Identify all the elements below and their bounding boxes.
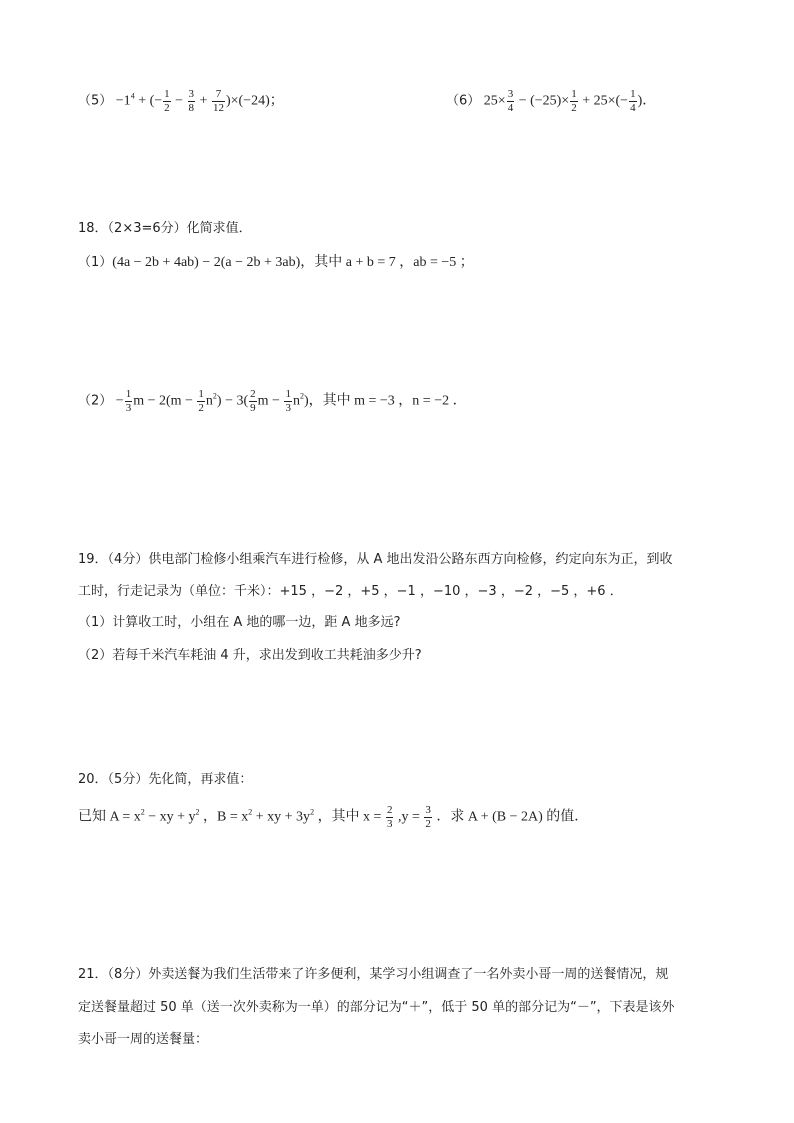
problem-17-5 — [78, 88, 284, 115]
fraction: $\frac{3}{8}$ — [188, 88, 195, 114]
fraction: $\frac{1}{3}$ — [125, 388, 132, 414]
expr-part: )×(−24)； — [225, 93, 284, 109]
fraction: $\frac{1}{4}$ — [630, 88, 636, 114]
expr-part: ,y = — [394, 809, 424, 825]
fraction: $\frac{3}{2}$ — [425, 804, 431, 830]
expr-part: ) − 3( — [216, 393, 249, 409]
fraction: $\frac{2}{3}$ — [386, 804, 393, 830]
expr-part: −1 — [115, 93, 131, 109]
problem-20-title: 20．（5分）先化简，再求值： — [78, 772, 253, 787]
fraction: $\frac{1}{2}$ — [198, 388, 204, 414]
expr-part: 25× — [483, 93, 506, 109]
exponent: 2 — [195, 807, 200, 817]
problem-19-line2: 工时，行走记录为（单位：千米）：+15 ，−2 ，+5 ，−1 ，−10 ，−3 ，−2 ，−5 ，+6 ． — [78, 584, 623, 599]
problem-21-line1: 21．（8分）外卖送餐为我们生活带来了许多便利，某学习小组调查了一名外卖小哥一周的送餐情况，规 — [78, 967, 669, 982]
expr-part: )． — [637, 93, 657, 109]
item-label: （5） — [78, 93, 113, 109]
expr-part: + xy + 3y — [252, 809, 311, 825]
expr-part: ，其中 x = — [314, 809, 385, 825]
expr-part: )，其中 m = −3 ，n = −2 ． — [303, 393, 467, 409]
problem-18-1 — [78, 256, 474, 270]
fraction: $\frac{1}{2}$ — [571, 88, 577, 114]
expr-part: + — [196, 93, 211, 109]
problem-19-q2: （2）若每千米汽车耗油 4 升，求出发到收工共耗油多少升? — [78, 648, 422, 663]
expr-part: − xy + y — [144, 809, 196, 825]
problem-21-line3: 卖小哥一周的送餐量： — [78, 1032, 209, 1047]
expr-part: n — [205, 393, 213, 409]
problem-18-2 — [78, 388, 467, 415]
expr-part: ．求 A + (B − 2A) 的值． — [432, 809, 589, 825]
problem-17-6 — [446, 88, 656, 115]
fraction: $\frac{2}{9}$ — [250, 388, 256, 414]
expr-part: ，B = x — [199, 809, 249, 825]
exponent: 2 — [299, 391, 304, 401]
fraction: $\frac{3}{4}$ — [507, 88, 514, 114]
expr-part: m − — [257, 393, 284, 409]
problem-19-line1: 19．（4分）供电部门检修小组乘汽车进行检修，从 A 地出发沿公路东西方向检修，约定向东为正，到收 — [78, 552, 673, 567]
exponent: 2 — [248, 807, 253, 817]
expr-part: − — [115, 393, 124, 409]
expr-part: n — [292, 393, 300, 409]
expr-part: m − 2(m − — [133, 393, 197, 409]
expr-part: + (− — [134, 93, 163, 109]
problem-19-q1: （1）计算收工时，小组在 A 地的哪一边，距 A 地多远? — [78, 615, 401, 630]
exponent: 4 — [130, 91, 135, 101]
expr-part: − — [171, 93, 187, 109]
expr-part: + 25×(− — [578, 93, 629, 109]
problem-20-line — [78, 804, 588, 831]
problem-18-title: 18．（2×3=6分）化简求值． — [78, 221, 252, 236]
fraction: $\frac{1}{2}$ — [164, 88, 170, 114]
exponent: 2 — [140, 807, 145, 817]
expr-part: − (−25)× — [515, 93, 570, 109]
item-label: （1） — [78, 255, 113, 270]
expr-part: 已知 A = x — [78, 809, 141, 825]
item-label: （2） — [78, 393, 113, 409]
fraction: $\frac{1}{3}$ — [285, 388, 291, 414]
fraction: $\frac{7}{12}$ — [212, 88, 224, 114]
problem-21-line2: 定送餐量超过 50 单（送一次外卖称为一单）的部分记为“＋”，低于 50 单的部分记为“－”，下表是该外 — [78, 1000, 675, 1015]
exponent: 2 — [310, 807, 315, 817]
expression: (4a − 2b + 4ab) − 2(a − 2b + 3ab)，其中 a + b = 7 ，ab = −5 ； — [112, 255, 474, 270]
item-label: （6） — [446, 93, 481, 109]
exponent: 2 — [212, 391, 217, 401]
